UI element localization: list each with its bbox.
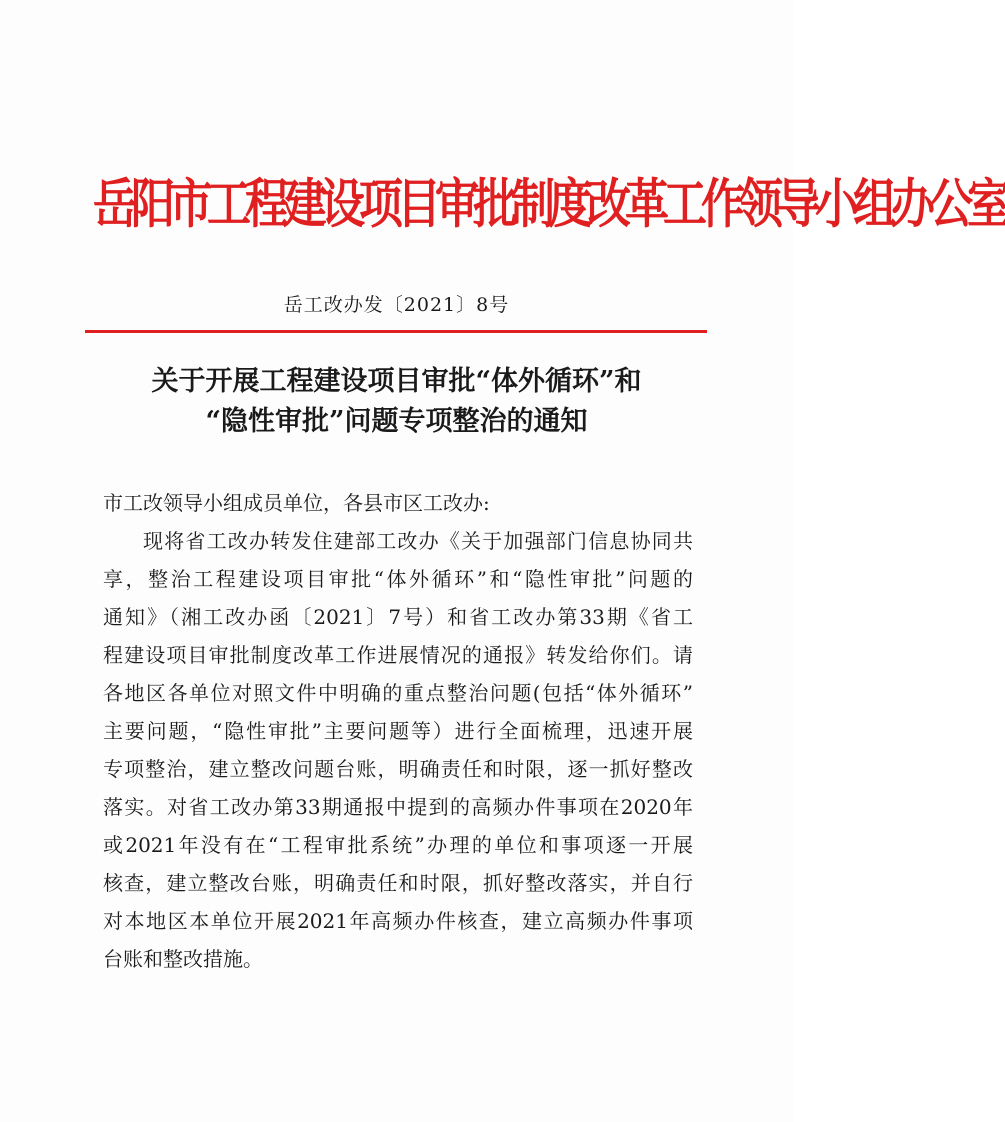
- paragraph-line: 主要问题，“隐性审批”主要问题等）进行全面梳理，迅速开展: [103, 719, 693, 743]
- paragraph-line: 享，整治工程建设项目审批“体外循环”和“隐性审批”问题的: [103, 567, 693, 591]
- document-title: [0, 362, 793, 442]
- paragraph-line: 台账和整改措施。: [103, 947, 263, 971]
- paragraph-line: 程建设项目审批制度改革工作进展情况的通报》转发给你们。请: [103, 643, 693, 667]
- organization-header: 岳阳市工程建设项目审批制度改革工作领导小组办公室: [93, 173, 1005, 235]
- paragraph-line: 核查，建立整改台账，明确责任和时限，抓好整改落实，并自行: [103, 871, 693, 895]
- body-paragraph: [103, 522, 693, 978]
- paragraph-line: 或2021年没有在“工程审批系统”办理的单位和事项逐一开展: [103, 833, 693, 857]
- paragraph-line: 专项整治，建立整改问题台账，明确责任和时限，逐一抓好整改: [103, 757, 693, 781]
- document-body: [103, 484, 693, 978]
- title-line-2: “隐性审批”问题专项整治的通知: [205, 406, 588, 437]
- paragraph-line: 各地区各单位对照文件中明确的重点整治问题(包括“体外循环”: [103, 681, 693, 705]
- paragraph-line: 落实。对省工改办第33期通报中提到的高频办件事项在2020年: [103, 795, 693, 819]
- document-number: 岳工改办发〔2021〕8号: [283, 294, 510, 316]
- title-line-1: 关于开展工程建设项目审批“体外循环”和: [151, 366, 642, 397]
- paragraph-line: 通知》（湘工改办函〔2021〕7号）和省工改办第33期《省工: [103, 605, 693, 629]
- paragraph-line: 现将省工改办转发住建部工改办《关于加强部门信息协同共: [143, 529, 693, 553]
- paragraph-line: 对本地区本单位开展2021年高频办件核查，建立高频办件事项: [103, 909, 693, 933]
- salutation: 市工改领导小组成员单位，各县市区工改办:: [103, 491, 490, 515]
- red-divider-line: [85, 330, 707, 333]
